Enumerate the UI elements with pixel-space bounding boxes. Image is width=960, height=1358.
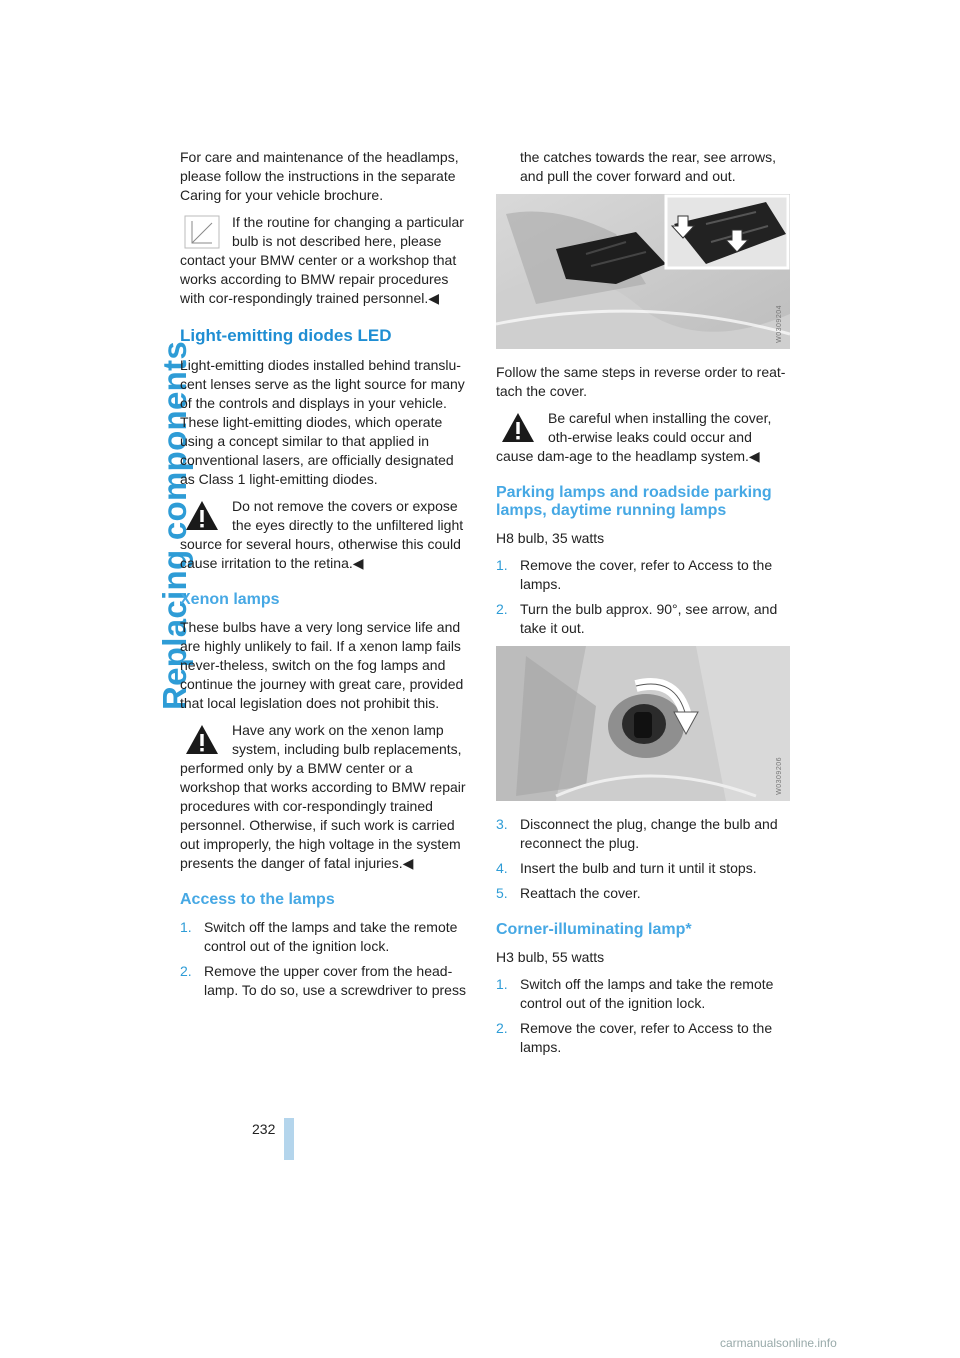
section-title-text: Replacing components: [156, 340, 193, 710]
left-column: [180, 148, 472, 1008]
cover-warning: [496, 409, 792, 466]
right-column: [496, 148, 792, 1065]
headlamp-cover-photo: [496, 194, 790, 349]
warning-icon: [500, 411, 536, 445]
reattach-paragraph: Follow the same steps in reverse order to reat-tach the cover.: [496, 364, 786, 399]
list-item: [180, 962, 472, 1000]
list-item: [496, 1019, 792, 1057]
parking-bulb: H8 bulb, 35 watts: [496, 530, 605, 546]
corner-heading: Corner-illuminating lamp*: [496, 921, 692, 938]
led-heading: Light-emitting diodes LED: [180, 326, 392, 345]
step-number: 4.: [496, 860, 508, 876]
step-number: 2.: [180, 963, 192, 979]
step-number: 2.: [496, 1020, 508, 1036]
led-paragraph: Light-emitting diodes installed behind translu-cent lenses serve as the light source for many of the controls and displays in your vehicle. These light-emitting diodes, which operate using a concept similar to that applied in conventional lasers, are officially designated as Class 1 light-emitting diodes.: [180, 357, 465, 487]
list-item: [496, 815, 792, 853]
section-side-title: [106, 30, 193, 730]
step-text: Remove the upper cover from the head-lamp. To do so, use a screwdriver to press: [204, 963, 466, 998]
step-number: 2.: [496, 601, 508, 617]
step-text: Disconnect the plug, change the bulb and reconnect the plug.: [520, 816, 778, 851]
parking-steps-b: [496, 815, 792, 903]
access-steps: [180, 918, 472, 1000]
intro-paragraph: For care and maintenance of the headlamps, please follow the instructions in the separate Caring for your vehicle brochure.: [180, 149, 459, 203]
parking-heading: Parking lamps and roadside parking lamps, daytime running lamps: [496, 484, 772, 519]
warning-icon: [184, 723, 220, 757]
list-item: [180, 918, 472, 956]
step-text: Remove the cover, refer to Access to the lamps.: [520, 1020, 773, 1055]
list-item: [496, 859, 792, 878]
tip-note: [180, 213, 472, 308]
step-text: Switch off the lamps and take the remote control out of the ignition lock.: [204, 919, 458, 954]
step-number: 1.: [496, 557, 508, 573]
cover-warning-text: Be careful when installing the cover, oth-erwise leaks could occur and cause dam-age to the headlamp system.◀: [496, 410, 772, 464]
page-number-bar: [284, 1118, 294, 1160]
step-text: Remove the cover, refer to Access to the lamps.: [520, 557, 773, 592]
corner-steps: [496, 975, 792, 1057]
list-item: [496, 884, 792, 903]
step-number: 1.: [180, 919, 192, 935]
watermark: carmanualsonline.info: [720, 1336, 837, 1350]
led-warning: [180, 497, 472, 573]
step-number: 3.: [496, 816, 508, 832]
photo-code: W0309206: [776, 757, 783, 795]
parking-steps-a: [496, 556, 792, 638]
warning-icon: [184, 499, 220, 533]
corner-bulb: H3 bulb, 55 watts: [496, 949, 605, 965]
list-item: [496, 600, 792, 638]
photo-code: W0309204: [776, 305, 783, 343]
xenon-warning-text: Have any work on the xenon lamp system, including bulb replacements, performed only by a BMW center or a workshop that works according to BMW repair procedures with cor-respondingly trained personnel. Otherwise, if such work is carried out improperly, the high voltage in the system presents the danger of fatal injuries.◀: [180, 722, 466, 871]
step-text: Turn the bulb approx. 90°, see arrow, and take it out.: [520, 601, 778, 636]
xenon-paragraph: These bulbs have a very long service life and are highly unlikely to fail. If a xenon lamp fails never-theless, switch on the fog lamps and continue the journey with great care, provided that local legislation does not prohibit this.: [180, 619, 464, 711]
step-text: Switch off the lamps and take the remote control out of the ignition lock.: [520, 976, 774, 1011]
step-number: 1.: [496, 976, 508, 992]
led-warning-text: Do not remove the covers or expose the eyes directly to the unfiltered light source for several hours, otherwise this could cause irritation to the retina.◀: [180, 498, 464, 571]
page-number: 232: [252, 1121, 276, 1137]
step-text: Reattach the cover.: [520, 885, 641, 901]
xenon-warning: [180, 721, 472, 873]
note-tip-icon: [184, 215, 220, 249]
list-item: [496, 556, 792, 594]
continuation-paragraph: the catches towards the rear, see arrows, and pull the cover forward and out.: [520, 149, 777, 184]
headlamp-cover-illustration: [496, 194, 790, 349]
xenon-heading: Xenon lamps: [180, 591, 280, 608]
step-number: 5.: [496, 885, 508, 901]
bulb-turn-illustration: [496, 646, 790, 801]
tip-note-text: If the routine for changing a particular bulb is not described here, please contact your BMW center or a workshop that works according to BMW repair procedures with cor-respondingly trained personnel.◀: [180, 214, 464, 306]
bulb-turn-photo: [496, 646, 790, 801]
access-heading: Access to the lamps: [180, 891, 335, 908]
list-item: [496, 975, 792, 1013]
step-text: Insert the bulb and turn it until it stops.: [520, 860, 757, 876]
